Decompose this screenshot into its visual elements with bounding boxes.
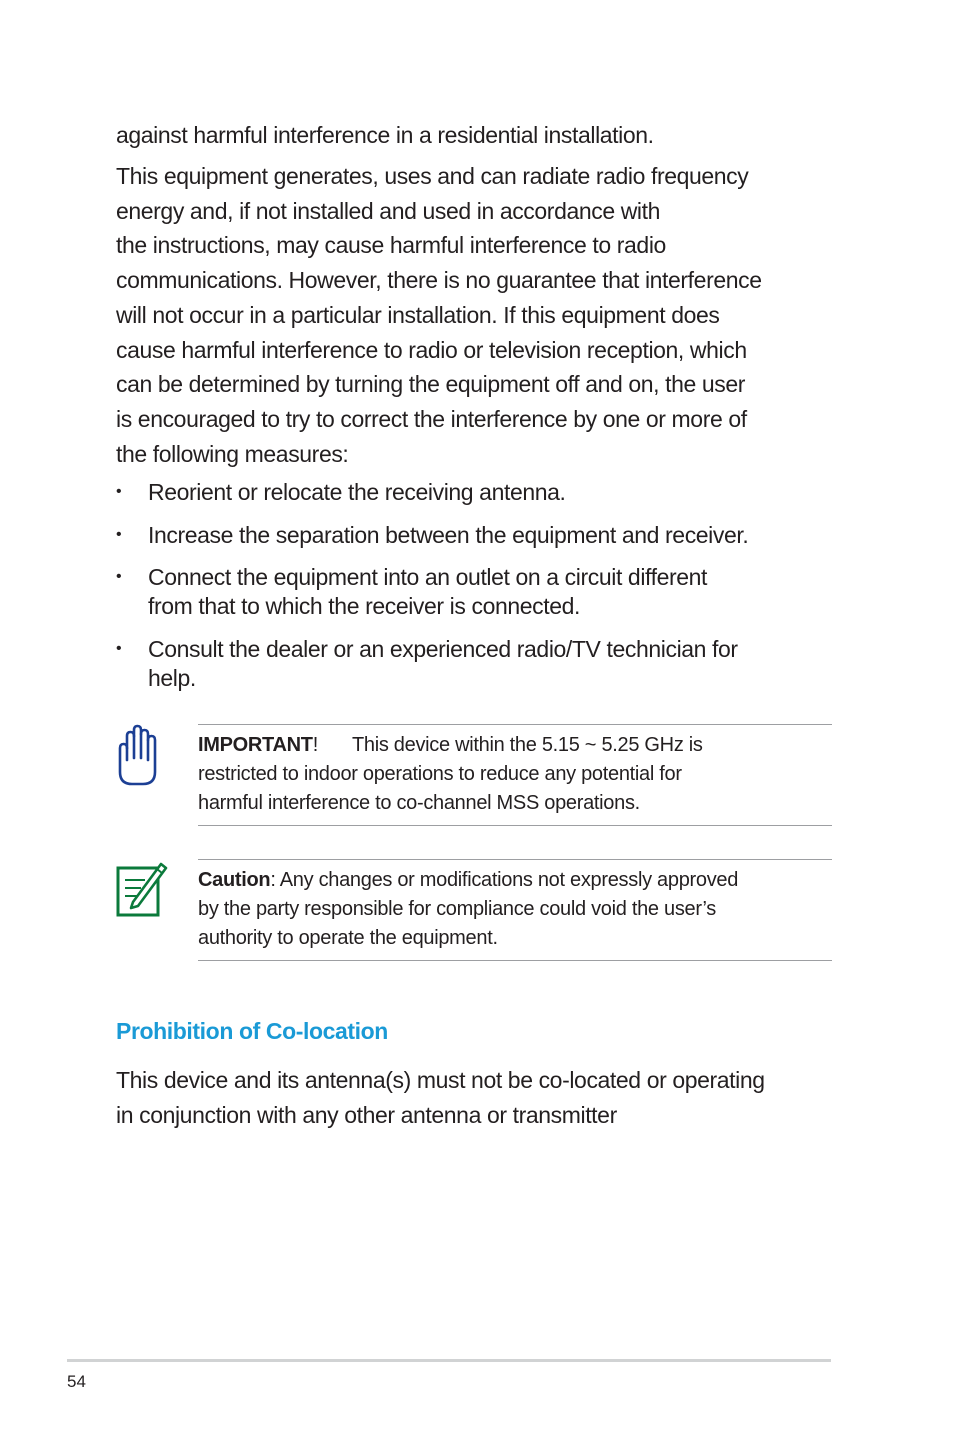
text-line: restricted to indoor operations to reduce any potential for (198, 763, 682, 785)
text-line: communications. However, there is no guarantee that interference (116, 267, 762, 294)
important-note (198, 724, 832, 826)
list-item-text (148, 635, 838, 692)
text-line: cause harmful interference to radio or television reception, which (116, 336, 747, 363)
section-heading: Prohibition of Co-location (116, 1018, 388, 1044)
list-item-text (148, 478, 838, 507)
text-line: harmful interference to co-channel MSS operations. (198, 792, 640, 814)
text-line: the instructions, may cause harmful interference to radio (116, 232, 666, 259)
important-label: IMPORTANT (198, 734, 313, 756)
bullet-glyph: • (116, 568, 122, 585)
list-item-text (148, 521, 838, 550)
text-line: authority to operate the equipment. (198, 927, 498, 949)
text-line: energy and, if not installed and used in accordance with (116, 197, 661, 224)
text-line (198, 866, 832, 895)
text-line: This device and its antenna(s) must not be co-located or operating (116, 1067, 765, 1093)
caution-note (198, 859, 832, 961)
caution-label: Caution (198, 869, 271, 891)
text-line (198, 731, 832, 760)
fcc-paragraph (116, 159, 836, 471)
pencil-note-icon (115, 858, 169, 925)
text-line: Consult the dealer or an experienced radio/TV technician for (148, 636, 738, 662)
footer-divider (67, 1359, 831, 1362)
text-line: in conjunction with any other antenna or transmitter (116, 1101, 617, 1128)
colocation-paragraph (116, 1063, 836, 1132)
important-label-suffix: ! (312, 734, 318, 756)
bullet-glyph: • (116, 526, 122, 543)
hand-stop-icon (114, 724, 162, 793)
important-text: This device within the 5.15 ~ 5.25 GHz is (351, 734, 703, 756)
text-line: is encouraged to try to correct the interference by one or more of (116, 405, 747, 432)
list-item-text (148, 563, 838, 620)
text-line: the following measures: (116, 440, 349, 467)
continued-paragraph (116, 118, 836, 153)
page-number: 54 (67, 1372, 86, 1391)
text-line: against harmful interference in a residential installation. (116, 122, 654, 148)
text-line: Increase the separation between the equipment and receiver. (148, 522, 749, 548)
bullet-glyph: • (116, 483, 122, 500)
caution-text: : Any changes or modifications not expressly approved (270, 869, 739, 891)
text-line: by the party responsible for compliance could void the user’s (198, 898, 716, 920)
text-line: Connect the equipment into an outlet on a circuit different (148, 564, 708, 590)
text-line: can be determined by turning the equipment off and on, the user (116, 371, 746, 398)
text-line: will not occur in a particular installation. If this equipment does (116, 301, 720, 328)
bullet-glyph: • (116, 640, 122, 657)
text-line: Reorient or relocate the receiving antenna. (148, 479, 566, 505)
text-line: help. (148, 664, 196, 691)
text-line: This equipment generates, uses and can radiate radio frequency (116, 163, 749, 189)
text-line: from that to which the receiver is connected. (148, 592, 580, 619)
